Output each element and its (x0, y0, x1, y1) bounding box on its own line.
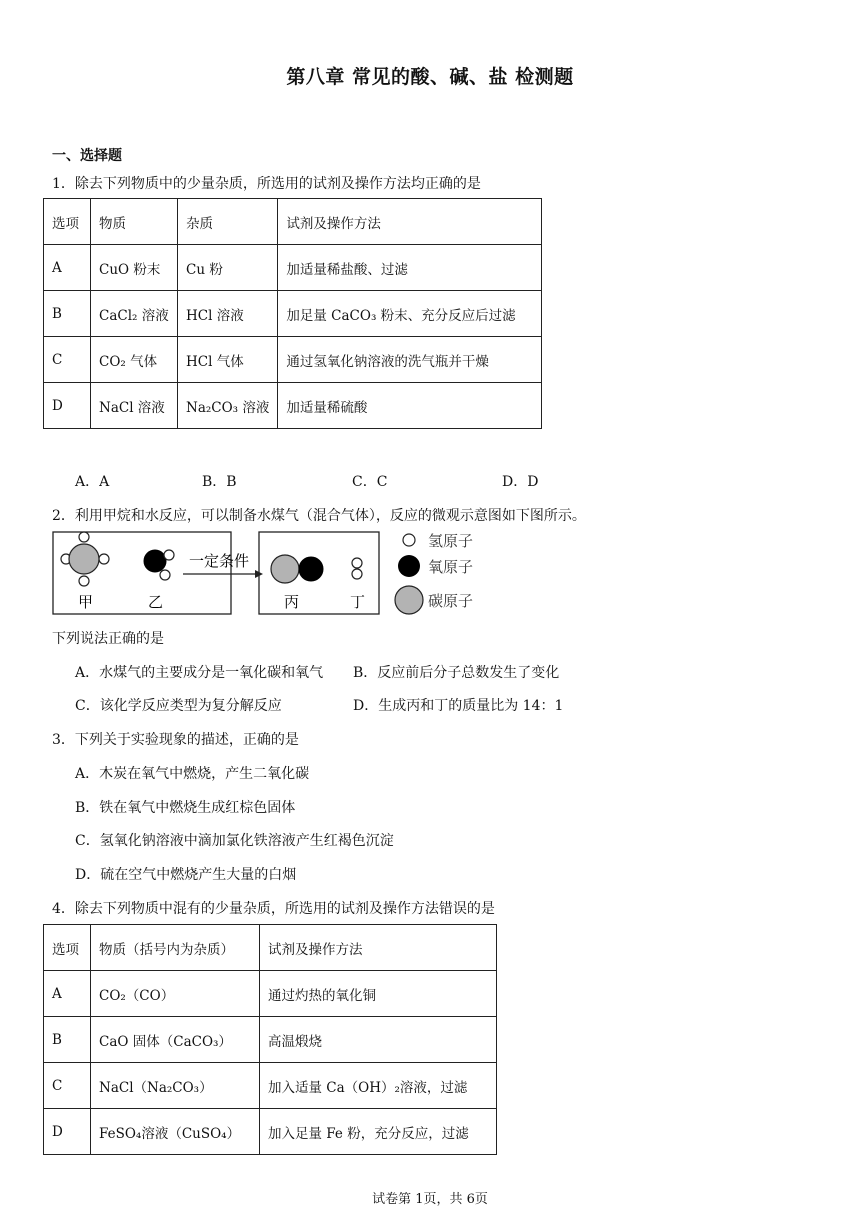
table-cell: 通过灼热的氧化铜 (260, 971, 497, 1017)
table-header-cell: 试剂及操作方法 (278, 199, 542, 245)
question-3-stem: 3．下列关于实验现象的描述，正确的是 (52, 732, 299, 748)
table-cell: CuO 粉末 (91, 245, 178, 291)
table-cell: NaCl（Na₂CO₃） (91, 1063, 260, 1109)
table-cell: Na₂CO₃ 溶液 (178, 383, 278, 429)
table-cell: CaO 固体（CaCO₃） (91, 1017, 260, 1063)
section-heading: 一、选择题 (52, 148, 122, 164)
table-row (44, 1063, 497, 1109)
table-header-cell: 杂质 (178, 199, 278, 245)
table-cell: A (44, 971, 91, 1017)
q3-option-a[interactable]: A．木炭在氧气中燃烧，产生二氧化碳 (75, 766, 310, 782)
table-header-cell: 选项 (44, 925, 91, 971)
legend-oxygen-swatch (398, 555, 420, 577)
table-header-cell: 物质（括号内为杂质） (91, 925, 260, 971)
table-cell: 通过氢氧化钠溶液的洗气瓶并干燥 (278, 337, 542, 383)
methane-molecule (61, 532, 109, 586)
q1-option-d[interactable]: D．D (502, 474, 539, 490)
reaction-diagram (52, 528, 492, 620)
page-footer: 试卷第 1页，共 6页 (372, 1192, 488, 1207)
table-header-row (44, 925, 497, 971)
table-cell: C (44, 337, 91, 383)
table-row (44, 291, 542, 337)
table-header-row (44, 199, 542, 245)
table-cell: A (44, 245, 91, 291)
water-molecule (144, 550, 174, 580)
hydrogen-molecule (352, 558, 362, 579)
legend-carbon-label: 碳原子 (428, 592, 474, 610)
table-cell: B (44, 291, 91, 337)
q1-option-c[interactable]: C．C (352, 474, 388, 490)
table-cell: 加入足量 Fe 粉，充分反应，过滤 (260, 1109, 497, 1155)
table-row (44, 383, 542, 429)
label-ding: 丁 (350, 593, 366, 611)
table-cell: B (44, 1017, 91, 1063)
q2-option-b[interactable]: B．反应前后分子总数发生了变化 (353, 665, 560, 681)
table-cell: HCl 溶液 (178, 291, 278, 337)
question-2-sub: 下列说法正确的是 (52, 631, 164, 647)
co-molecule (271, 555, 323, 583)
legend-hydrogen-swatch (403, 534, 415, 546)
label-jia: 甲 (78, 593, 94, 611)
question-4-stem: 4．除去下列物质中混有的少量杂质，所选用的试剂及操作方法错误的是 (52, 901, 495, 917)
table-cell: C (44, 1063, 91, 1109)
q1-option-a[interactable]: A．A (75, 474, 110, 490)
table-row (44, 1109, 497, 1155)
table-cell: HCl 气体 (178, 337, 278, 383)
table-header-cell: 物质 (91, 199, 178, 245)
q3-option-c[interactable]: C．氢氧化钠溶液中滴加氯化铁溶液产生红褐色沉淀 (75, 833, 394, 849)
table-row (44, 245, 542, 291)
q1-option-b[interactable]: B．B (202, 474, 237, 490)
table-cell: Cu 粉 (178, 245, 278, 291)
table-cell: D (44, 1109, 91, 1155)
table-header-cell: 选项 (44, 199, 91, 245)
table-cell: 加适量稀硫酸 (278, 383, 542, 429)
legend-hydrogen-label: 氢原子 (428, 532, 474, 550)
table-row (44, 971, 497, 1017)
question-4-table (43, 924, 497, 1155)
legend-carbon-swatch (395, 586, 423, 614)
question-1-table (43, 198, 542, 429)
q2-option-a[interactable]: A．水煤气的主要成分是一氧化碳和氧气 (75, 665, 324, 681)
arrow-label: 一定条件 (189, 552, 250, 570)
table-cell: D (44, 383, 91, 429)
table-header-cell: 试剂及操作方法 (260, 925, 497, 971)
question-2-stem: 2．利用甲烷和水反应，可以制备水煤气（混合气体），反应的微观示意图如下图所示。 (52, 508, 586, 524)
table-cell: 加入适量 Ca（OH）₂溶液，过滤 (260, 1063, 497, 1109)
table-cell: CaCl₂ 溶液 (91, 291, 178, 337)
page-title: 第八章 常见的酸、碱、盐 检测题 (286, 66, 574, 88)
q2-option-c[interactable]: C．该化学反应类型为复分解反应 (75, 698, 282, 714)
table-cell: CO₂（CO） (91, 971, 260, 1017)
table-cell: CO₂ 气体 (91, 337, 178, 383)
question-1-stem: 1．除去下列物质中的少量杂质，所选用的试剂及操作方法均正确的是 (52, 176, 481, 192)
table-cell: 加适量稀盐酸、过滤 (278, 245, 542, 291)
q3-option-d[interactable]: D．硫在空气中燃烧产生大量的白烟 (75, 867, 297, 883)
table-cell: FeSO₄溶液（CuSO₄） (91, 1109, 260, 1155)
q2-option-d[interactable]: D．生成丙和丁的质量比为 14：1 (353, 698, 564, 714)
table-cell: 高温煅烧 (260, 1017, 497, 1063)
table-row (44, 1017, 497, 1063)
label-bing: 丙 (284, 593, 300, 611)
legend-oxygen-label: 氧原子 (428, 558, 474, 576)
table-cell: 加足量 CaCO₃ 粉末、充分反应后过滤 (278, 291, 542, 337)
q3-option-b[interactable]: B．铁在氧气中燃烧生成红棕色固体 (75, 800, 296, 816)
label-yi: 乙 (148, 593, 164, 611)
table-row (44, 337, 542, 383)
table-cell: NaCl 溶液 (91, 383, 178, 429)
